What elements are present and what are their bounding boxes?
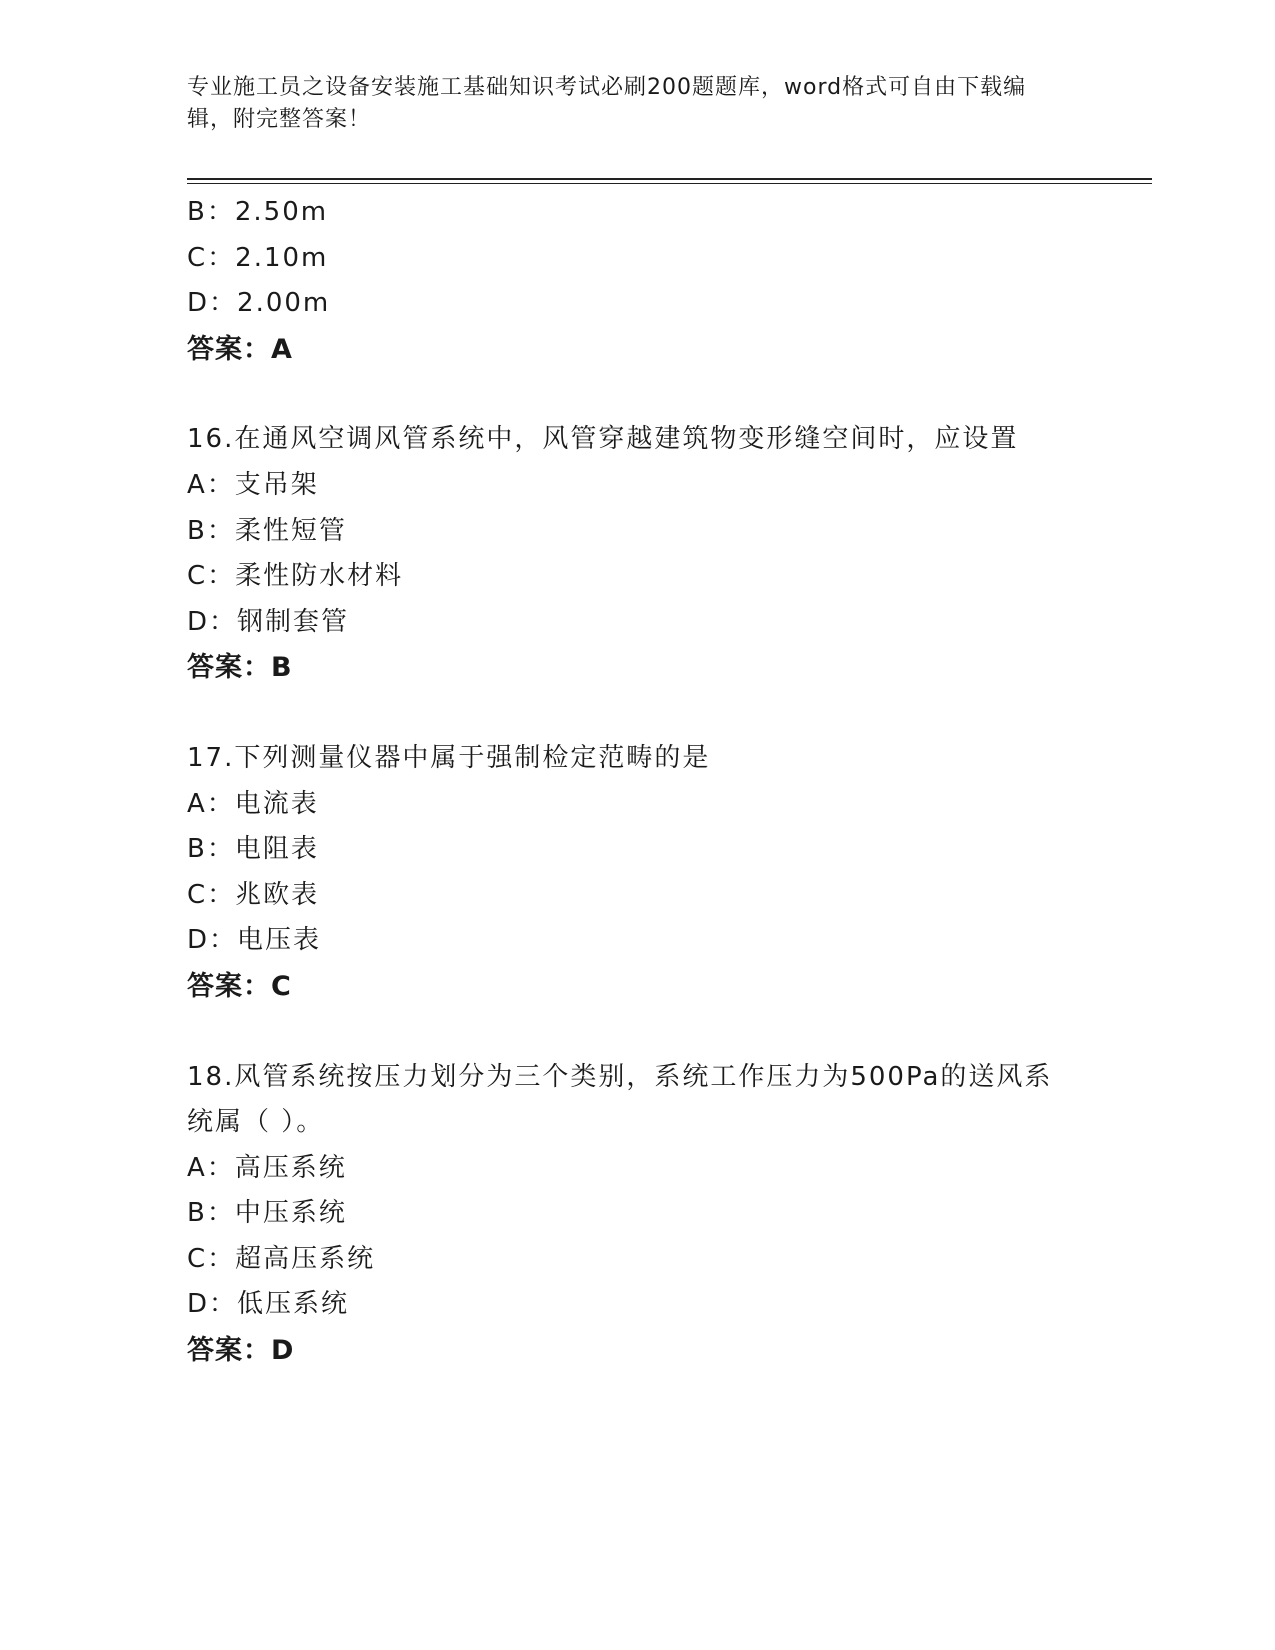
option-text: 高压系统 <box>234 1152 347 1183</box>
document-body <box>187 190 1067 1374</box>
option-d <box>187 918 1067 964</box>
option-text: 支吊架 <box>234 469 319 500</box>
option-text: 2.10m <box>235 242 329 273</box>
answer: 答案：B <box>187 652 293 684</box>
option-b <box>187 827 1067 873</box>
option-b <box>187 190 1067 236</box>
option-text: 2.50m <box>234 197 329 227</box>
option-label: B： <box>187 834 235 865</box>
answer: 答案：A <box>187 333 293 365</box>
option-text: 柔性防水材料 <box>235 561 404 592</box>
option-text: 中压系统 <box>234 1198 347 1229</box>
option-text: 电流表 <box>234 788 319 819</box>
prev-question <box>187 190 1067 372</box>
option-c <box>187 873 1067 919</box>
option-label: D： <box>187 606 238 637</box>
answer: 答案：D <box>187 1335 295 1367</box>
option-text: 电阻表 <box>234 834 319 865</box>
question-16 <box>187 417 1067 691</box>
option-b <box>187 509 1067 555</box>
option-label: B： <box>187 515 235 546</box>
header-divider <box>187 178 1152 180</box>
option-label: C： <box>187 561 236 592</box>
option-text: 钢制套管 <box>237 606 350 637</box>
question-18 <box>187 1055 1067 1374</box>
option-label: D： <box>187 288 238 319</box>
option-text: 电压表 <box>237 925 322 956</box>
option-text: 低压系统 <box>237 1289 350 1320</box>
option-d <box>187 281 1067 327</box>
option-label: D： <box>187 1289 238 1320</box>
option-d <box>187 600 1067 646</box>
option-label: C： <box>187 242 236 273</box>
header-divider-thin <box>187 183 1152 184</box>
option-c <box>187 554 1067 600</box>
page-header: 专业施工员之设备安装施工基础知识考试必刷200题题库，word格式可自由下载编辑，附完整答案！ <box>187 75 1027 132</box>
option-c <box>187 1237 1067 1283</box>
option-label: A： <box>187 788 235 819</box>
option-a <box>187 463 1067 509</box>
option-label: A： <box>187 1152 235 1183</box>
option-label: A： <box>187 469 235 500</box>
option-text: 2.00m <box>237 288 331 319</box>
option-text: 兆欧表 <box>235 879 320 910</box>
option-a <box>187 782 1067 828</box>
option-d <box>187 1282 1067 1328</box>
option-text: 柔性短管 <box>234 515 347 546</box>
option-label: C： <box>187 1243 236 1274</box>
option-label: C： <box>187 879 236 910</box>
question-title: 17.下列测量仪器中属于强制检定范畴的是 <box>187 742 711 773</box>
option-a <box>187 1146 1067 1192</box>
option-label: B： <box>187 197 235 227</box>
answer: 答案：C <box>187 970 292 1002</box>
option-c <box>187 236 1067 282</box>
option-label: D： <box>187 925 238 956</box>
option-b <box>187 1191 1067 1237</box>
question-title: 18.风管系统按压力划分为三个类别，系统工作压力为500Pa的送风系统属（ ）。 <box>187 1061 1053 1138</box>
option-label: B： <box>187 1198 235 1229</box>
option-text: 超高压系统 <box>235 1243 376 1274</box>
question-title: 16.在通风空调风管系统中，风管穿越建筑物变形缝空间时，应设置 <box>187 424 1019 455</box>
question-17 <box>187 736 1067 1010</box>
